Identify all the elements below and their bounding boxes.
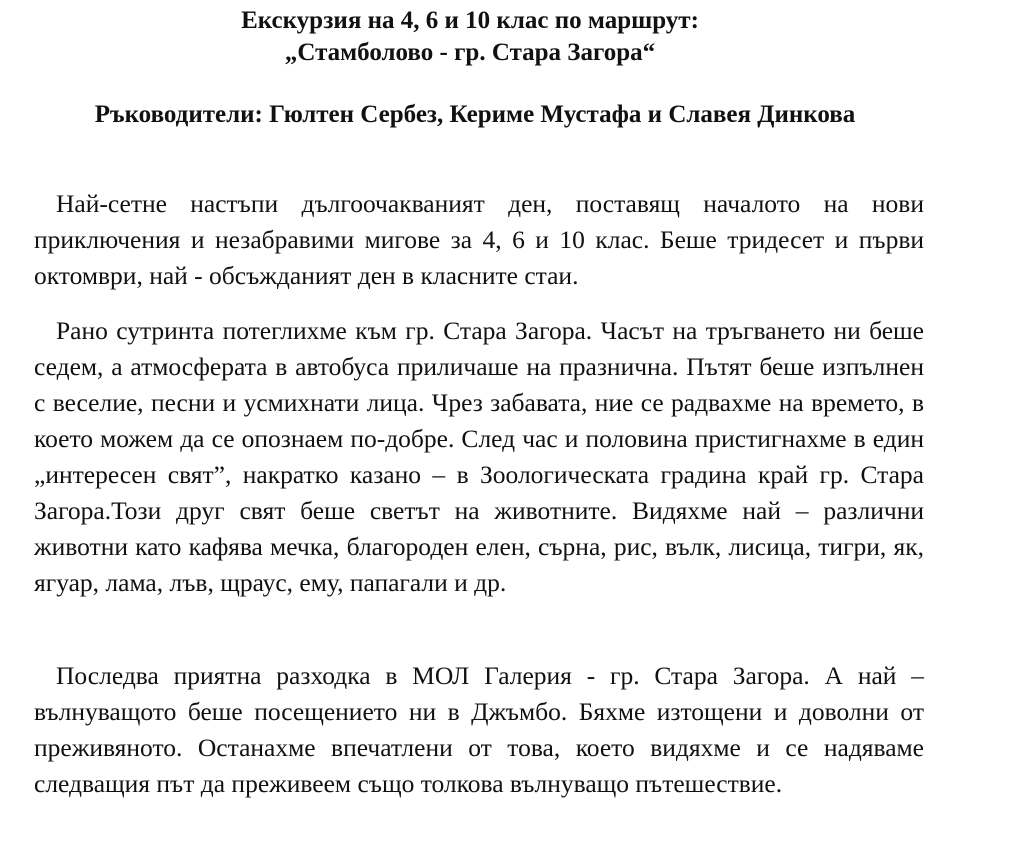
leaders-line: Ръководители: Гюлтен Сербез, Кериме Мустафа и Славея Динкова bbox=[94, 101, 856, 128]
paragraph-1: Най-сетне настъпи дългоочакваният ден, поставящ началото на нови приключения и незабравими мигове за 4, 6 и 10 клас. Беше тридесет и първи октомври, най - обсъжданият ден в класните стаи. bbox=[34, 189, 924, 290]
paragraph-2: Рано сутринта потеглихме към гр. Стара Загора. Часът на тръгването ни беше седем, а атмосферата в автобуса приличаше на празнична. Пътят беше изпълнен с веселие, песни и усмихнати лица. Чрез забавата, ние се радвахме на времето, в което можем да се опознаем по-добре. След час и половина пристигнахме в един „интересен свят”, накратко казано – в Зоологическата градина край гр. Стара Загора.Този друг свят беше светът на животните. Видяхме най – различни животни като кафява мечка, благороден елен, сърна, рис, вълк, лисица, тигри, як, ягуар, лама, лъв, щраус, ему, папагали и др. bbox=[34, 316, 924, 597]
document-title-line-2: „Стамболово - гр. Стара Загора“ bbox=[284, 39, 656, 66]
document-title-line-1: Екскурзия на 4, 6 и 10 клас по маршрут: bbox=[241, 7, 699, 34]
paragraph-3: Последва приятна разходка в МОЛ Галерия - гр. Стара Загора. А най – вълнуващото беше посещението ни в Джъмбо. Бяхме изтощени и доволни от преживяното. Останахме впечатлени от това, което видяхме и се надяваме следващия път да преживеем също толкова вълнуващо пътешествие. bbox=[34, 661, 924, 798]
